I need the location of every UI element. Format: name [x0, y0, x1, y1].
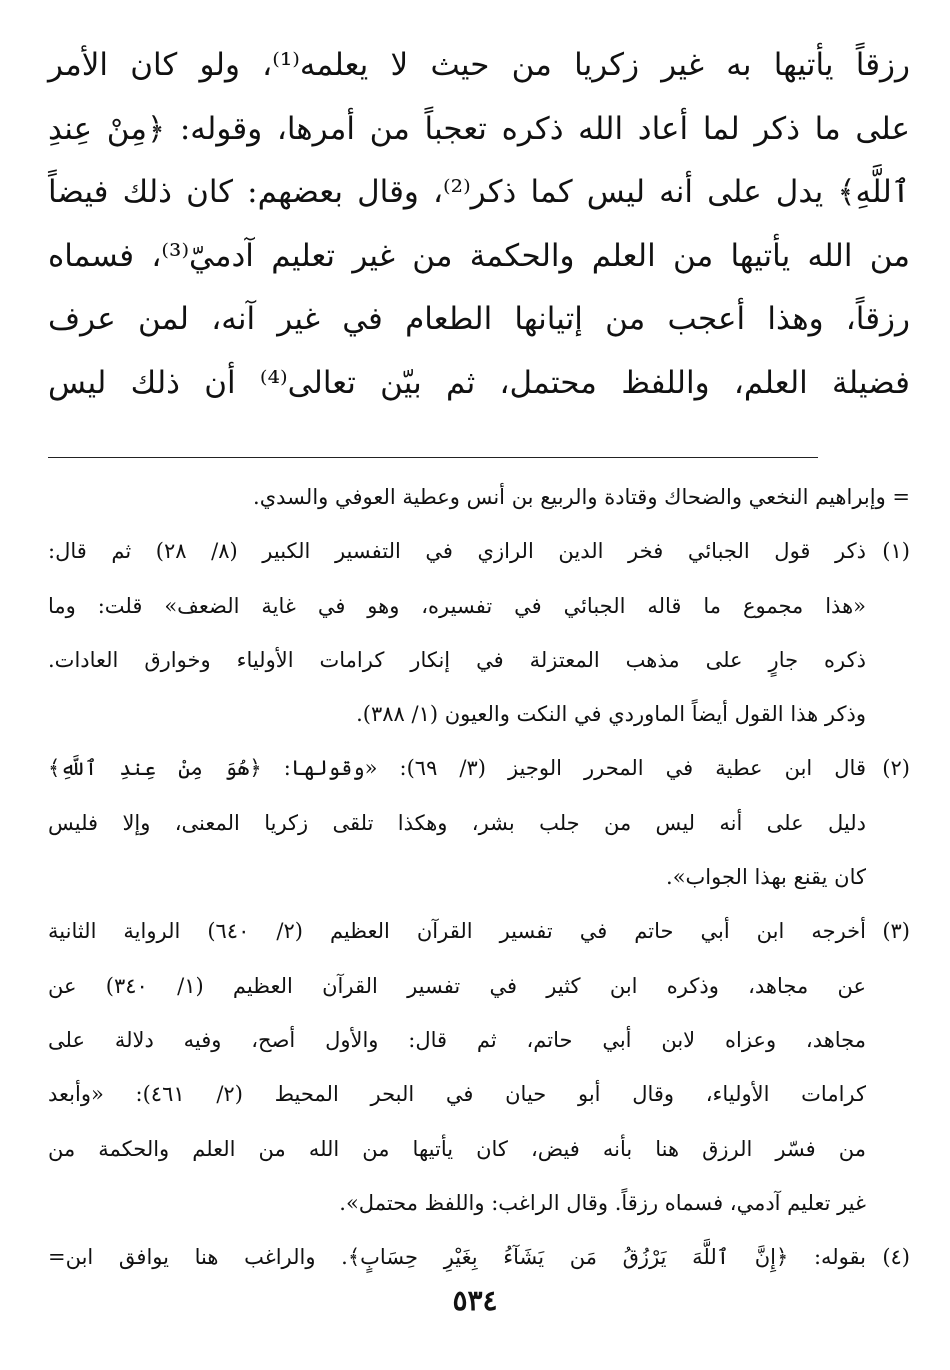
text-line: فضيلة العلم، واللفظ محتمل، ثم بيّن تعالى⁽⁴⁾ أن ذلك ليس — [48, 364, 910, 401]
footnote-number: (٢) — [882, 756, 910, 781]
footnote-3-line: كرامات الأولياء، وقال أبو حيان في البحر المحيط (٢/ ٤٦١): «وأبعد — [48, 1082, 866, 1107]
footnote-1-line: وذكر هذا القول أيضاً الماوردي في النكت والعيون (١/ ٣٨٨). — [356, 702, 866, 727]
footnote-2-line: دليل على أنه ليس من جلب بشر، وهكذا تلقى زكريا المعنى، وإلا فليس — [48, 810, 866, 835]
footnote-text: قال ابن عطية في المحرر الوجيز (٣/ ٦٩): «وقولها: ﴿هُوَ مِنْ عِندِ ٱللَّهِ﴾ — [48, 756, 866, 781]
footnote-divider — [48, 457, 818, 458]
text-line: ٱللَّهِ﴾ يدل على أنه ليس كما ذكر⁽²⁾، وقال بعضهم: كان ذلك فيضاً — [48, 174, 910, 210]
footnote-2-line — [48, 741, 910, 795]
footnote-1-line — [48, 524, 910, 578]
footnote-3-line: من فسّر الرزق هنا بأنه فيض، كان يأتيها من الله من العلم والحكمة من — [48, 1136, 866, 1161]
footnote-4-line — [48, 1230, 910, 1284]
footnote-3-line: مجاهد، وعزاه لابن أبي حاتم، ثم قال: والأول أصح، وفيه دلالة على — [48, 1027, 866, 1052]
footnote-number: (٣) — [882, 919, 910, 944]
footnote-continuation: = وإبراهيم النخعي والضحاك وقتادة والربيع بن أنس وعطية العوفي والسدي. — [253, 485, 910, 509]
footnote-text: أخرجه ابن أبي حاتم في تفسير القرآن العظيم (٢/ ٦٤٠) الرواية الثانية — [48, 919, 866, 944]
text-line: على ما ذكر لما أعاد الله ذكره تعجباً من أمرها، وقوله: ﴿مِنْ عِندِ — [48, 110, 910, 147]
footnote-1-line: «هذا مجموع ما قاله الجبائي في تفسيره، وهو في غاية الضعف» قلت: وما — [48, 593, 866, 618]
footnote-3-line: عن مجاهد، وذكره ابن كثير في تفسير القرآن العظيم (١/ ٣٤٠) عن — [48, 973, 866, 998]
main-paragraph — [48, 34, 910, 415]
footnote-text: بقوله: ﴿إِنَّ ٱللَّهَ يَرْزُقُ مَن يَشَآءُ بِغَيْرِ حِسَابٍ﴾. والراغب هنا يوافق ابن= — [48, 1245, 866, 1270]
page-number: ٥٣٤ — [452, 1284, 498, 1317]
text-line: من الله يأتيها من العلم والحكمة من غير تعليم آدميّ⁽³⁾، فسماه — [48, 237, 910, 274]
footnotes — [48, 470, 910, 1284]
footnote-1-line: ذكره جارٍ على مذهب المعتزلة في إنكار كرامات الأولياء وخوارق العادات. — [48, 647, 866, 672]
footnote-3-line — [48, 904, 910, 958]
footnote-text: ذكر قول الجبائي فخر الدين الرازي في التفسير الكبير (٨/ ٢٨) ثم قال: — [48, 539, 866, 564]
text-line: رزقاً يأتيها به غير زكريا من حيث لا يعلمه⁽¹⁾، ولو كان الأمر — [48, 47, 910, 83]
footnote-number: (١) — [882, 539, 910, 564]
footnote-number: (٤) — [882, 1245, 910, 1270]
text-line: رزقاً، وهذا أعجب من إتيانها الطعام في غير آنه، لمن عرف — [48, 301, 910, 337]
footnote-3-line: غير تعليم آدمي، فسماه رزقاً. وقال الراغب: واللفظ محتمل». — [339, 1190, 866, 1215]
main-text-block — [48, 34, 910, 415]
footnote-2-line: كان يقنع بهذا الجواب». — [666, 865, 866, 890]
